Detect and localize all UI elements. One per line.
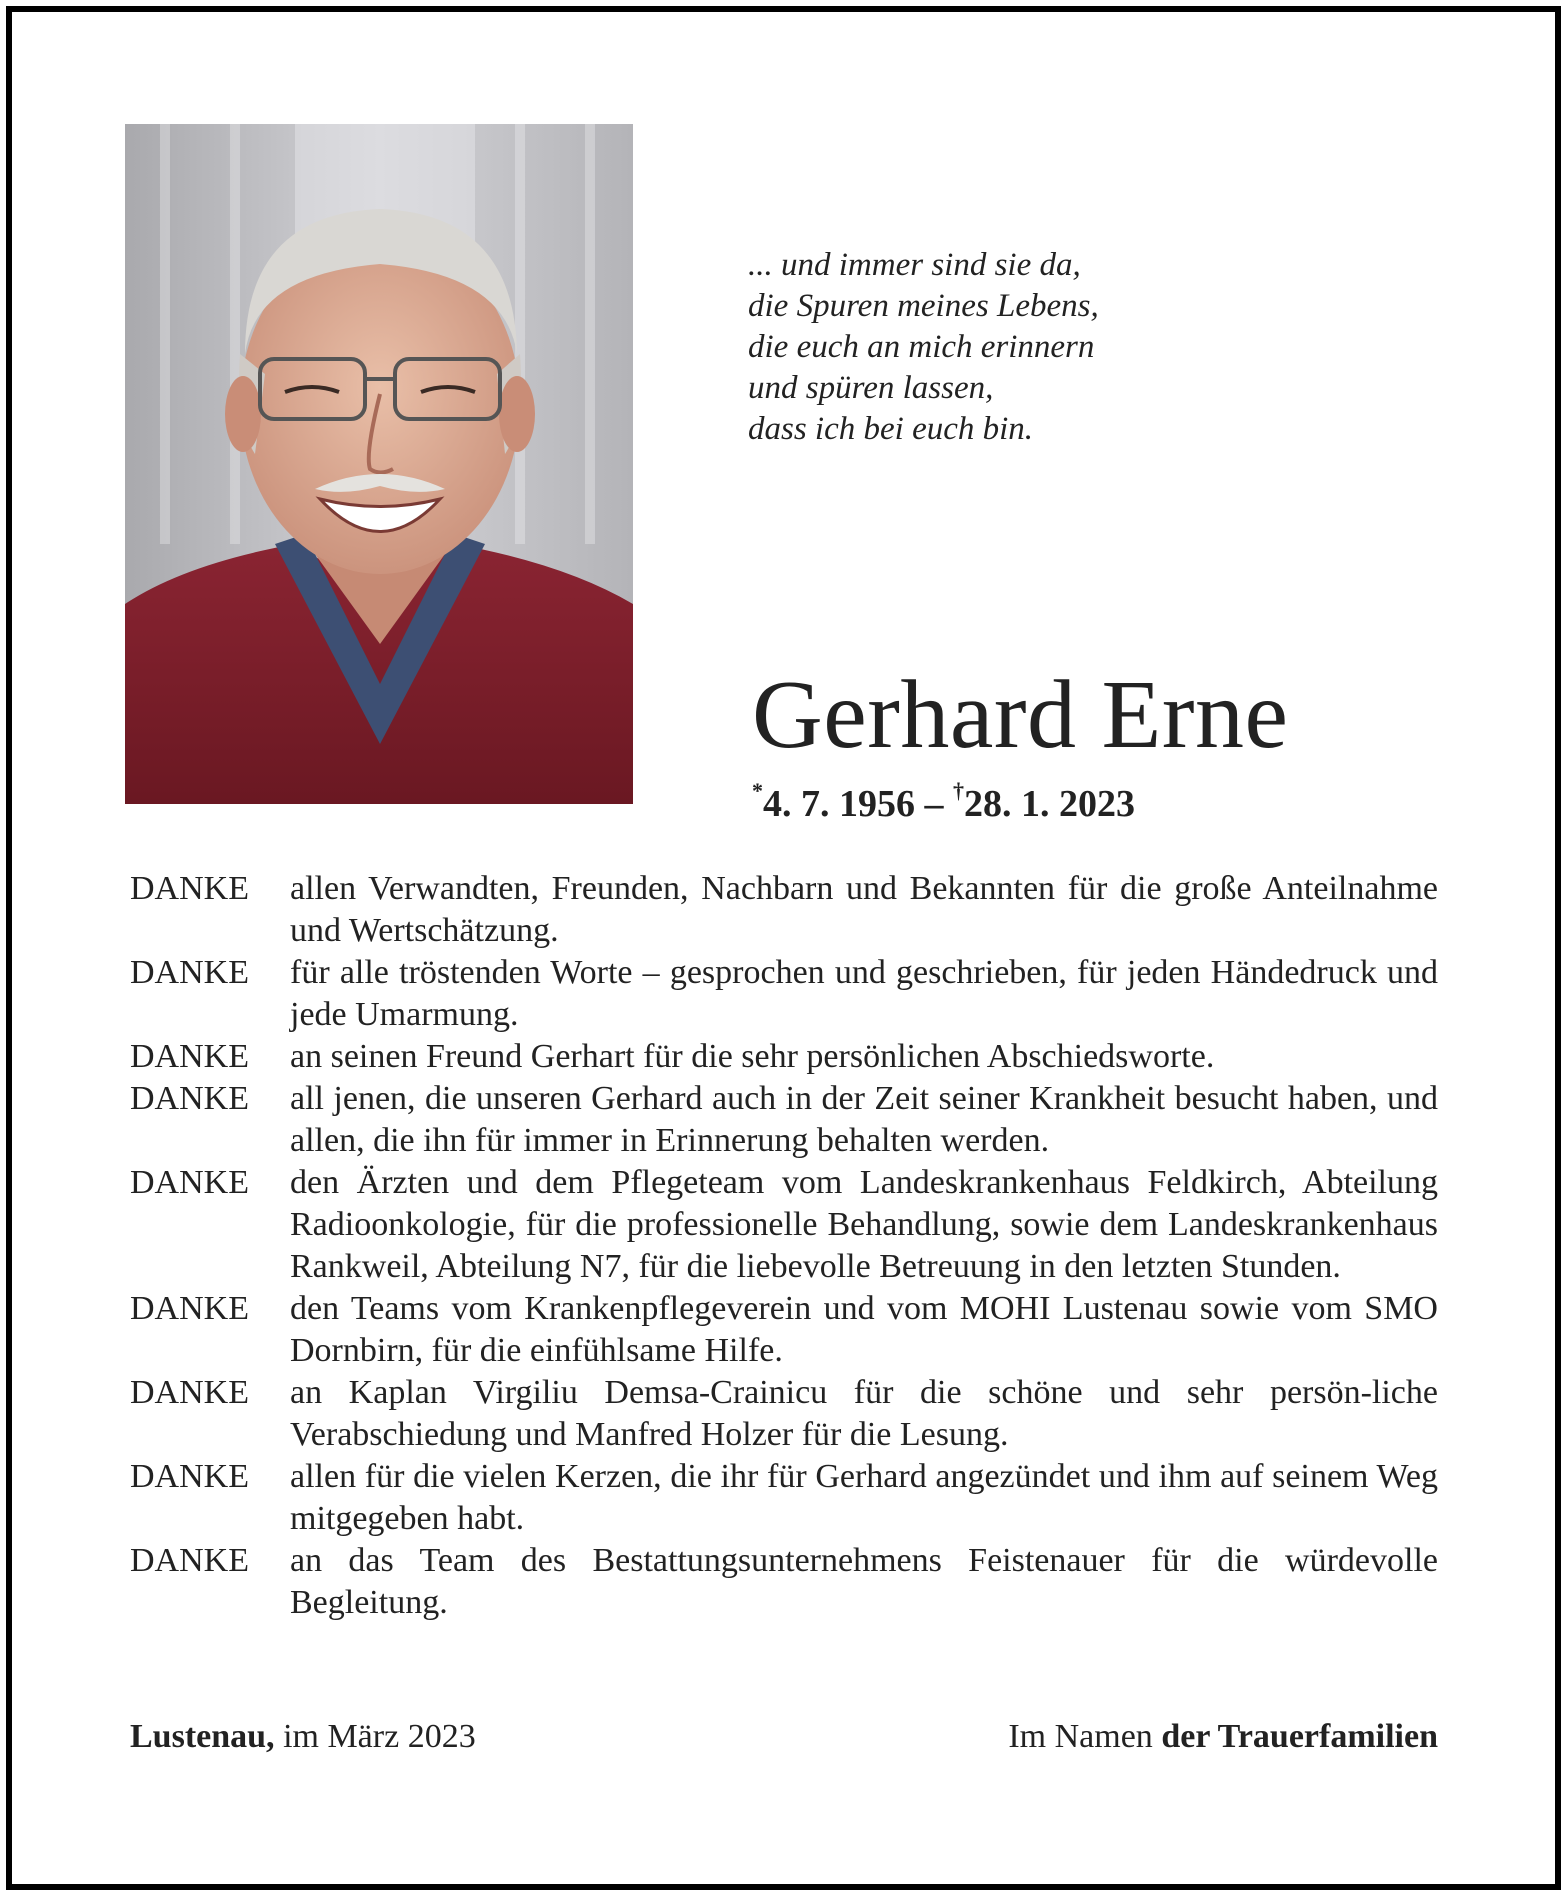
birth-symbol: * xyxy=(752,778,763,803)
thanks-label: DANKE xyxy=(130,1374,249,1411)
thanks-label: DANKE xyxy=(130,1164,249,1201)
thanks-item xyxy=(130,1036,1438,1078)
signature-family: der Trauerfamilien xyxy=(1161,1718,1438,1755)
life-dates xyxy=(752,778,1135,826)
thanks-label: DANKE xyxy=(130,1458,249,1495)
thanks-item xyxy=(130,868,1438,952)
thanks-label: DANKE xyxy=(130,1542,249,1579)
thanks-label: DANKE xyxy=(130,870,249,907)
thanks-text: all jenen, die unseren Gerhard auch in der Zeit seiner Krankheit besucht haben, und allen, die ihn für immer in Erinnerung behalten werden. xyxy=(290,1080,1438,1159)
thanks-label: DANKE xyxy=(130,1038,249,1075)
thanks-label: DANKE xyxy=(130,1080,249,1117)
footer-signature xyxy=(1008,1718,1438,1756)
thanks-label: DANKE xyxy=(130,1290,249,1327)
deceased-name: Gerhard Erne xyxy=(752,661,1289,769)
thanks-text: allen für die vielen Kerzen, die ihr für Gerhard angezündet und ihm auf seinem Weg mitgegeben habt. xyxy=(290,1458,1438,1537)
birth-date: 4. 7. 1956 xyxy=(763,783,915,825)
footer-place-date xyxy=(130,1718,476,1756)
poem-line: die euch an mich erinnern xyxy=(748,329,1095,365)
thanks-text: allen Verwandten, Freunden, Nachbarn und Bekannten für die große Anteilnahme und Wertschätzung. xyxy=(290,870,1438,949)
thanks-text: den Teams vom Krankenpflegeverein und vom MOHI Lustenau sowie vom SMO Dornbirn, für die einfühlsame Hilfe. xyxy=(290,1290,1438,1369)
thanks-text: für alle tröstenden Worte – gesprochen und geschrieben, für jeden Händedruck und jede Umarmung. xyxy=(290,954,1438,1033)
thanks-item xyxy=(130,1162,1438,1288)
thanks-list xyxy=(130,868,1438,1624)
thanks-item xyxy=(130,952,1438,1036)
poem-line: die Spuren meines Lebens, xyxy=(748,288,1099,324)
thanks-item xyxy=(130,1078,1438,1162)
death-symbol: † xyxy=(953,778,964,803)
death-date: 28. 1. 2023 xyxy=(964,783,1135,825)
memorial-poem xyxy=(748,245,1099,450)
thanks-text: an Kaplan Virgiliu Demsa-Crainicu für die schöne und sehr persön-liche Verabschiedung und Manfred Holzer für die Lesung. xyxy=(290,1374,1438,1453)
thanks-text: an seinen Freund Gerhart für die sehr persönlichen Abschiedsworte. xyxy=(290,1038,1215,1075)
thanks-label: DANKE xyxy=(130,954,249,991)
thanks-text: an das Team des Bestattungsunternehmens Feistenauer für die würdevolle Begleitung. xyxy=(290,1542,1438,1621)
thanks-item xyxy=(130,1540,1438,1624)
thanks-item xyxy=(130,1372,1438,1456)
thanks-item xyxy=(130,1456,1438,1540)
footer-date: im März 2023 xyxy=(283,1718,476,1755)
date-separator: – xyxy=(915,783,953,825)
footer-place: Lustenau, xyxy=(130,1718,275,1755)
poem-line: dass ich bei euch bin. xyxy=(748,411,1034,447)
poem-line: und spüren lassen, xyxy=(748,370,994,406)
poem-line: ... und immer sind sie da, xyxy=(748,247,1081,283)
portrait-photo xyxy=(125,124,633,804)
thanks-item xyxy=(130,1288,1438,1372)
thanks-text: den Ärzten und dem Pflegeteam vom Landeskrankenhaus Feldkirch, Abteilung Radioonkologie, für die professionelle Behandlung, sowie dem Landeskrankenhaus Rankweil, Abteilung N7, für die liebevolle Betreuung in den letzten Stunden. xyxy=(290,1164,1438,1285)
signature-prefix: Im Namen xyxy=(1008,1718,1153,1755)
